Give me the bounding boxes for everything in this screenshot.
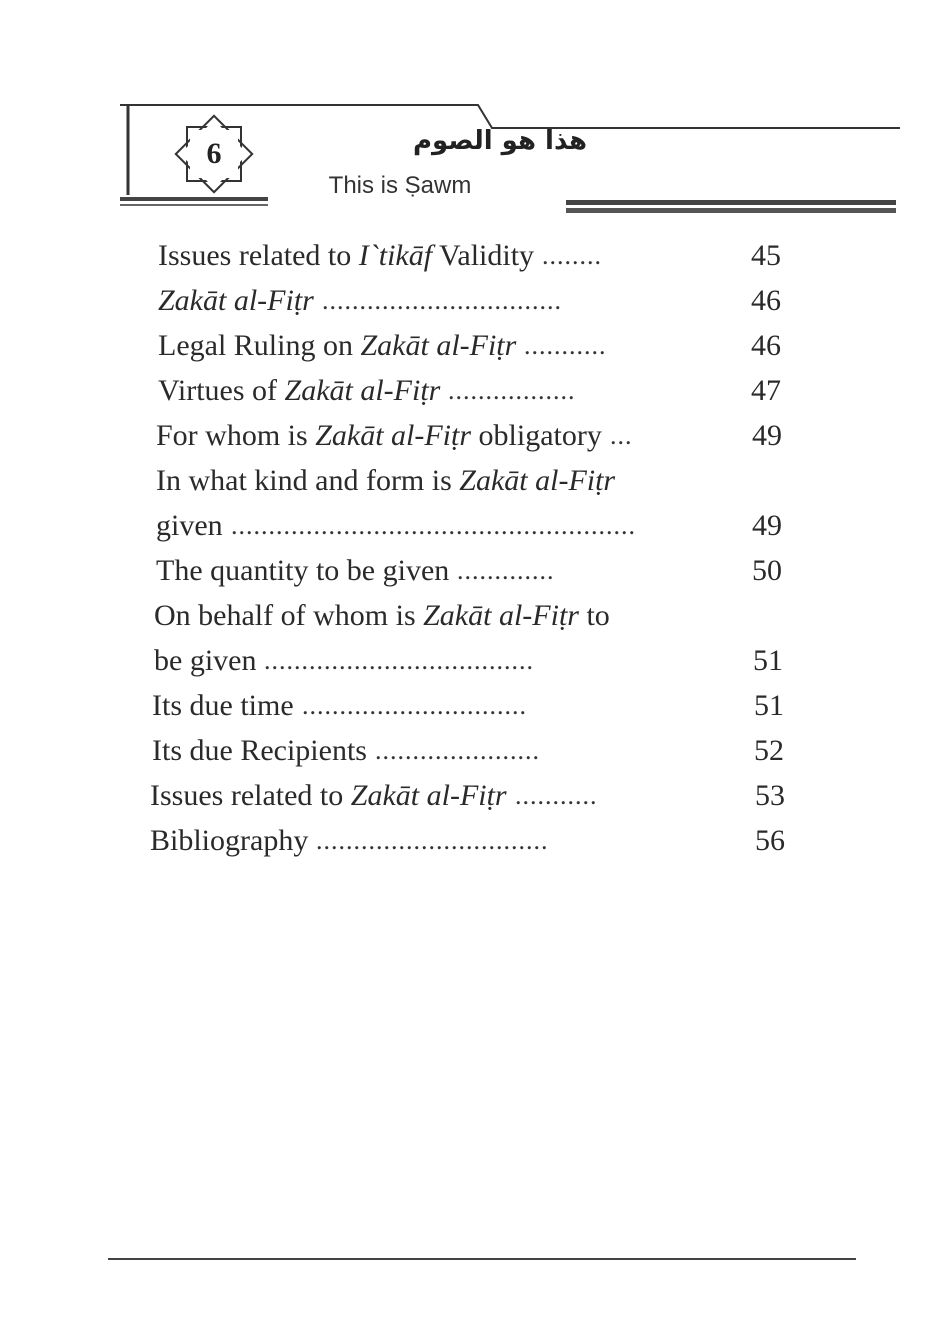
- toc-entry: [150, 593, 800, 638]
- toc-leader-dots: ..............................: [302, 691, 527, 720]
- toc-entry-text: In what kind and form is: [156, 464, 460, 497]
- toc-page-number: 49: [752, 419, 782, 452]
- toc-leader-dots: ...........: [515, 781, 598, 810]
- toc-entry-italic: Zakāt al-Fiṭr: [360, 329, 517, 362]
- toc-entry-text: Legal Ruling on: [158, 329, 361, 362]
- toc-entry-text: Virtues of: [158, 374, 285, 407]
- toc-entry: [150, 458, 800, 503]
- toc-leader-dots: ...............................: [316, 826, 549, 855]
- toc-entry-italic: Zakāt al-Fiṭr: [158, 284, 314, 317]
- toc-entry-text: Its due time: [152, 689, 294, 722]
- toc-entry-italic: Zakāt al-Fiṭr: [315, 419, 472, 452]
- toc-leader-dots: ........: [542, 241, 602, 270]
- toc-entry-title: [156, 503, 223, 548]
- toc-entry-title: [152, 728, 367, 773]
- toc-entry-text-after: Validity: [432, 239, 535, 272]
- footer-rule: [108, 1258, 856, 1260]
- toc-entry-title: [150, 773, 507, 818]
- toc-entry-text: For whom is: [156, 419, 316, 452]
- toc-leader-dots: ......................: [375, 736, 540, 765]
- toc-entry-title: [156, 458, 615, 503]
- toc-entry-text: Issues related to: [158, 239, 359, 272]
- table-of-contents: [150, 233, 800, 863]
- toc-leader-dots: ....................................: [264, 646, 534, 675]
- toc-entry: [150, 233, 800, 278]
- toc-entry-italic: Zakāt al-Fiṭr: [350, 779, 507, 812]
- toc-entry-italic: Zakāt al-Fiṭr: [459, 464, 616, 497]
- toc-leader-dots: .................: [448, 376, 576, 405]
- toc-entry: [150, 728, 800, 773]
- toc-entry-text: Issues related to: [150, 779, 351, 812]
- toc-entry: [150, 278, 800, 323]
- toc-leader-dots: ...: [610, 421, 633, 450]
- toc-entry-title: [152, 683, 294, 728]
- toc-page-number: 53: [755, 779, 785, 812]
- toc-entry: [150, 818, 800, 863]
- toc-page-number: 51: [753, 644, 783, 677]
- toc-entry-title: [154, 593, 610, 638]
- toc-entry: [150, 638, 800, 683]
- toc-entry: [150, 368, 800, 413]
- toc-entry: [150, 323, 800, 368]
- toc-entry-text: The quantity to be given: [156, 554, 450, 587]
- toc-entry-text-after: to: [578, 599, 610, 632]
- toc-entry: [150, 503, 800, 548]
- toc-entry-text: On behalf of whom is: [154, 599, 424, 632]
- toc-entry-text: Its due Recipients: [152, 734, 367, 767]
- toc-page-number: 50: [752, 554, 782, 587]
- toc-entry: [150, 548, 800, 593]
- page-number: 6: [206, 137, 222, 170]
- toc-entry-text: be given: [154, 644, 257, 677]
- toc-leader-dots: ................................: [322, 286, 562, 315]
- book-title-english: This is Ṣawm: [328, 172, 472, 199]
- toc-entry-italic: Zakāt al-Fiṭr: [284, 374, 441, 407]
- toc-page-number: 56: [755, 824, 785, 857]
- toc-entry-title: [150, 818, 308, 863]
- toc-page-number: 45: [751, 239, 781, 272]
- toc-entry-text: Bibliography: [150, 824, 309, 857]
- book-title-arabic: هذا هو الصوم: [412, 126, 588, 156]
- toc-entry-title: [158, 233, 534, 278]
- toc-entry-title: [154, 638, 256, 683]
- toc-entry: [150, 413, 800, 458]
- toc-entry-italic: I`tikāf: [358, 239, 433, 272]
- toc-leader-dots: ...........: [524, 331, 607, 360]
- toc-entry-title: [158, 278, 314, 323]
- toc-page-number: 52: [754, 734, 784, 767]
- toc-leader-dots: ......................................................: [231, 511, 636, 540]
- toc-page-number: 46: [751, 329, 781, 362]
- toc-entry: [150, 773, 800, 818]
- toc-entry-italic: Zakāt al-Fiṭr: [423, 599, 579, 632]
- toc-entry-text-after: obligatory: [471, 419, 602, 452]
- toc-entry: [150, 683, 800, 728]
- toc-page-number: 46: [751, 284, 781, 317]
- toc-page-number: 47: [751, 374, 781, 407]
- toc-page-number: 49: [752, 509, 782, 542]
- toc-leader-dots: .............: [457, 556, 555, 585]
- toc-page-number: 51: [754, 689, 784, 722]
- toc-entry-title: [156, 413, 602, 458]
- toc-entry-title: [158, 323, 516, 368]
- toc-entry-text: given: [156, 509, 223, 542]
- toc-entry-title: [156, 548, 449, 593]
- toc-entry-title: [158, 368, 440, 413]
